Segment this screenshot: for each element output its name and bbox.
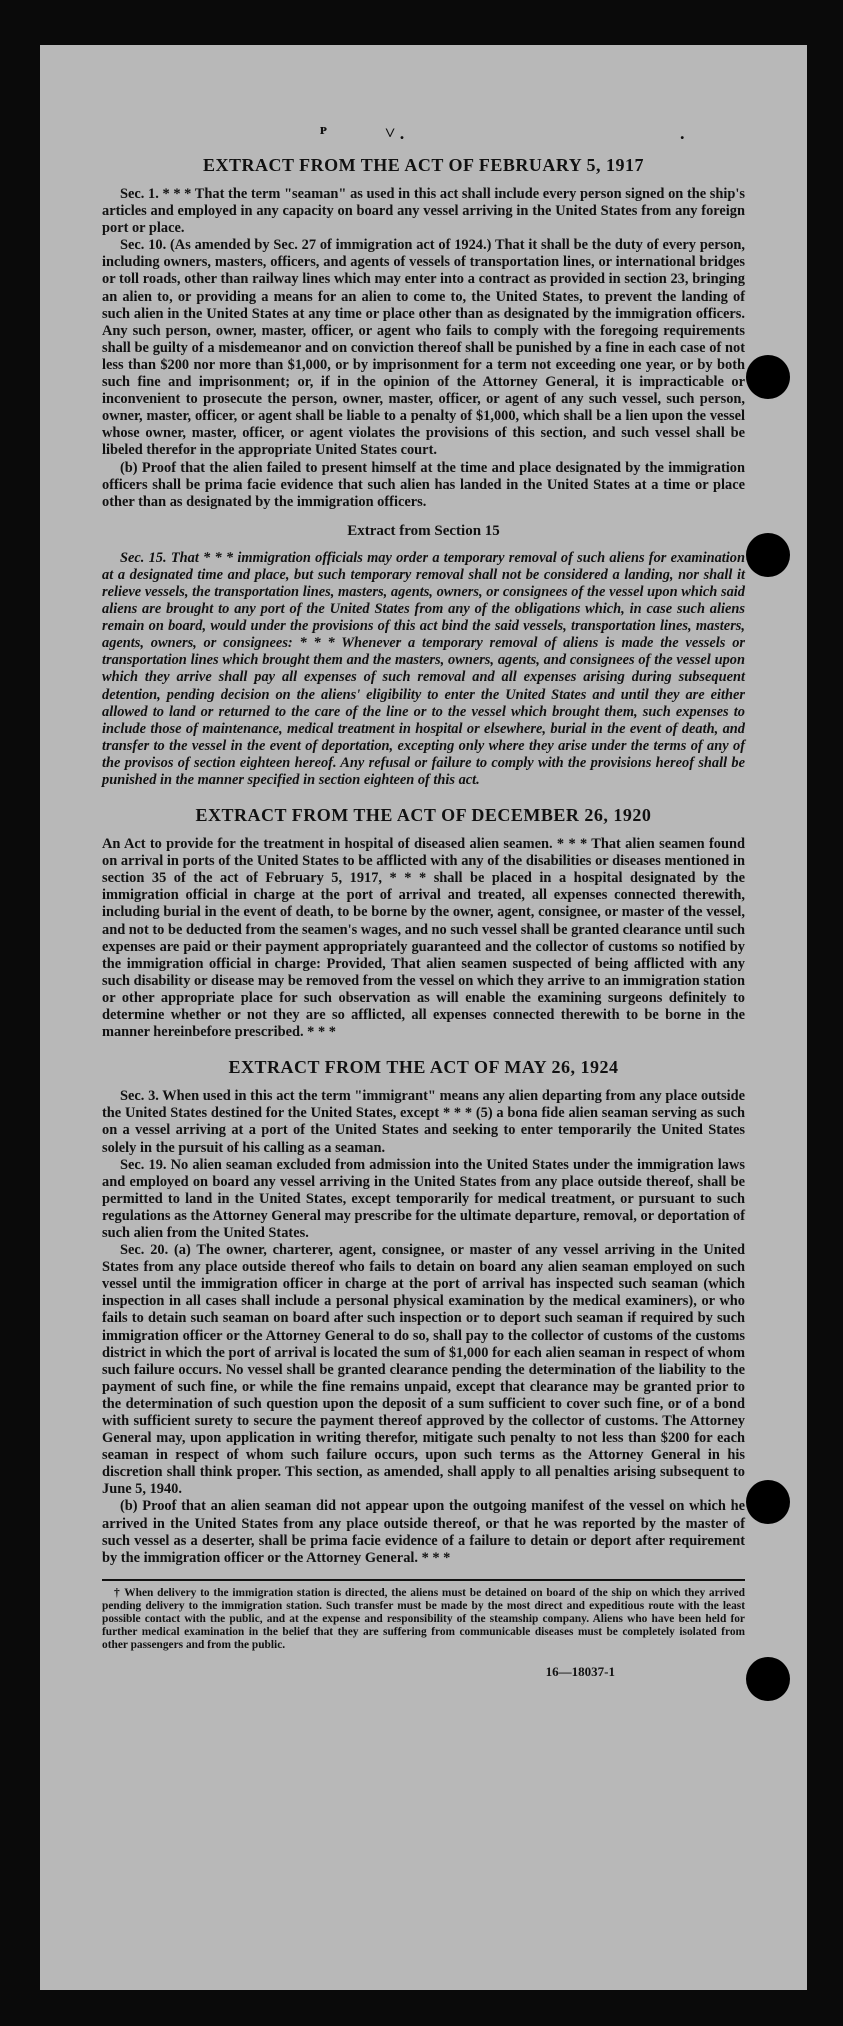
punch-hole <box>746 533 790 577</box>
section-title: EXTRACT FROM THE ACT OF MAY 26, 1924 <box>228 1057 619 1078</box>
punch-hole <box>746 1657 790 1701</box>
mark-mid: ˅ . <box>385 123 405 143</box>
paragraph-sec-15: Sec. 15. That * * * immigration officials may order a temporary removal of such aliens for examination at a designated time and place, but such temporary removal shall not be considered a landing, nor shall it relieve vessels, the transportation lines, masters, agents, owners, or consignees of the vessel upon which said aliens are brought to any port of the United States from any of the obligations which, in case such aliens remain on board, would under the provisions of this act bind the said vessels, transportation lines, masters, agents, owners, or consignees: * * * Whenever a temporary removal of aliens is made the vessels or transportation lines which brought them and the masters, owners, agents, and consignees of the vessel upon which they arrive shall pay all expenses of such removal and all expenses arising during subsequent detention, pending decision on the aliens' eligibility to enter the United States and until they are either allowed to land or returned to the care of the line or to the vessel which brought them, such expenses to include those of maintenance, medical treatment in hospital or elsewhere, burial in the event of death, and transfer to the vessel in the event of deportation, excepting only where they arise under the terms of any of the provisos of section eighteen hereof. Any refusal or failure to comply with the provisions hereof shall be punished in the manner specified in section eighteen of this act. <box>102 549 745 788</box>
section-title: EXTRACT FROM THE ACT OF FEBRUARY 5, 1917 <box>202 155 645 175</box>
footnote-divider <box>102 1579 745 1581</box>
paragraph-sec-3: Sec. 3. When used in this act the term "immigrant" means any alien departing from any place outside the United States destined for the United States, except * * * (5) a bona fide alien seaman serving as such on a vessel arriving at a port of the United States and seeking to enter temporarily the United States solely in the pursuit of his calling as a seaman. <box>102 1088 745 1156</box>
top-marks <box>40 123 807 143</box>
section-act-1920 <box>102 805 745 1041</box>
punch-hole <box>746 1480 790 1524</box>
footnote: † When delivery to the immigration station is directed, the aliens must be detained on board of the ship on which they arrived pending delivery to the immigration station. Such transfer must be made by the most direct and expeditious route with the least possible contact with the public, and at the expense and responsibility of the steamship company. Aliens who have been held for further medical examination in the belief that they are suffering from communicable diseases must be completely isolated from other passengers and from the public. <box>102 1586 745 1651</box>
paragraph-sec-19: Sec. 19. No alien seaman excluded from admission into the United States under the immigration laws and employed on board any vessel arriving in the United States from any place outside thereof, shall be permitted to land in the United States, except temporarily for medical treatment, or pursuant to such regulations as the Attorney General may prescribe for the ultimate departure, removal, or deportation of such alien from the United States. <box>102 1156 745 1241</box>
paragraph-sec-20b: (b) Proof that an alien seaman did not appear upon the outgoing manifest of the vessel on which he arrived in the United States from any place outside thereof, or that he was reported by the master of such vessel as a deserter, shall be prima facie evidence of a failure to detain or deport after requirement by the immigration officer or the Attorney General. * * * <box>102 1498 745 1566</box>
paragraph-sec-1: Sec. 1. * * * That the term "seaman" as used in this act shall include every person signed on the ship's articles and employed in any capacity on board any vessel arriving in the United States from any foreign port or place. <box>102 186 745 237</box>
section-act-1924 <box>102 1057 745 1567</box>
mark-left: ᴾ <box>320 123 327 143</box>
paragraph-act-1920: An Act to provide for the treatment in hospital of diseased alien seamen. * * * That alien seamen found on arrival in ports of the United States to be afflicted with any of the disabilities or diseases mentioned in section 35 of the act of February 5, 1917, * * * shall be placed in a hospital designated by the immigration official in charge at the port of arrival and treated, all expenses connected therewith, including burial in the event of death, to be borne by the owner, agent, consignee, or master of the vessel, and not to be deducted from the seamen's wages, and no such vessel shall be granted clearance until such expenses are paid or their payment appropriately guaranteed and the collector of customs so notified by the immigration official in charge: Provided, That alien seamen suspected of being afflicted with any such disability or disease may be removed from the vessel on which they arrive to an immigration station or other appropriate place for such observation as will enable the examining surgeons definitely to determine whether or not they are so afflicted, all expenses connected therewith to be borne in the manner hereinbefore prescribed. * * * <box>102 836 745 1041</box>
document-code: 16—18037-1 <box>545 1663 615 1679</box>
section-title: EXTRACT FROM THE ACT OF DECEMBER 26, 1920 <box>195 805 652 826</box>
mark-right: . <box>680 123 685 143</box>
paragraph-sec-20a: Sec. 20. (a) The owner, charterer, agent, consignee, or master of any vessel arriving in the United States from any place outside thereof who fails to detain on board any alien seaman employed on such vessel until the immigration officer in charge at the port of arrival has inspected such seaman (which inspection in all cases shall include a personal physical examination by the medical examiners), or who fails to detain such seaman on board after such inspection or to deport such seaman if required by such immigration officer or the Attorney General to do so, shall pay to the collector of customs of the customs district in which the port of arrival is located the sum of $1,000 for each alien seaman in respect of whom such failure occurs. No vessel shall be granted clearance pending the determination of the liability to the payment of such fine, or while the fine remains unpaid, except that clearance may be granted prior to the determination of such question upon the deposit of a sum sufficient to cover such fine, or of a bond with sufficient surety to secure the payment thereof approved by the collector of customs. The Attorney General may, upon application in writing therefor, mitigate such penalty to not less than $200 for each seaman in respect of whom such failure occurs, upon such terms as the Attorney General in his discretion shall think proper. This section, as amended, shall apply to all penalties arising subsequent to June 5, 1940. <box>102 1242 745 1498</box>
subsection-title: Extract from Section 15 <box>347 522 500 539</box>
paragraph-sec-10: Sec. 10. (As amended by Sec. 27 of immigration act of 1924.) That it shall be the duty of every person, including owners, masters, officers, and agents of vessels of transportation lines, or international bridges or toll roads, other than railway lines which may enter into a contract as provided in section 23, bringing an alien to, or providing a means for an alien to come to, the United States, to prevent the landing of such alien in the United States at any time or place other than as designated by the immigration officers. Any such person, owner, master, officer, or agent who fails to comply with the foregoing requirements shall be guilty of a misdemeanor and on conviction thereof shall be punished by a fine in each case of not less than $200 nor more than $1,000, or by imprisonment for a term not exceeding one year, or by both such fine and imprisonment; or, if in the opinion of the Attorney General, it is impracticable or inconvenient to prosecute the person, owner, master, officer, or agent of any such vessel, such person, owner, master, officer, or agent shall be liable to a penalty of $1,000, which shall be a lien upon the vessel whose owner, master, officer, or agent violates the provisions of this section, and such vessel shall be libeled therefor in the appropriate United States court. <box>102 237 745 459</box>
section-act-1917 <box>102 155 745 789</box>
punch-hole <box>746 355 790 399</box>
document-page <box>40 45 807 1990</box>
paragraph-sec-10b: (b) Proof that the alien failed to present himself at the time and place designated by the immigration officers shall be prima facie evidence that such alien has landed in the United States at a time or place other than as designated by the immigration officers. <box>102 459 745 510</box>
